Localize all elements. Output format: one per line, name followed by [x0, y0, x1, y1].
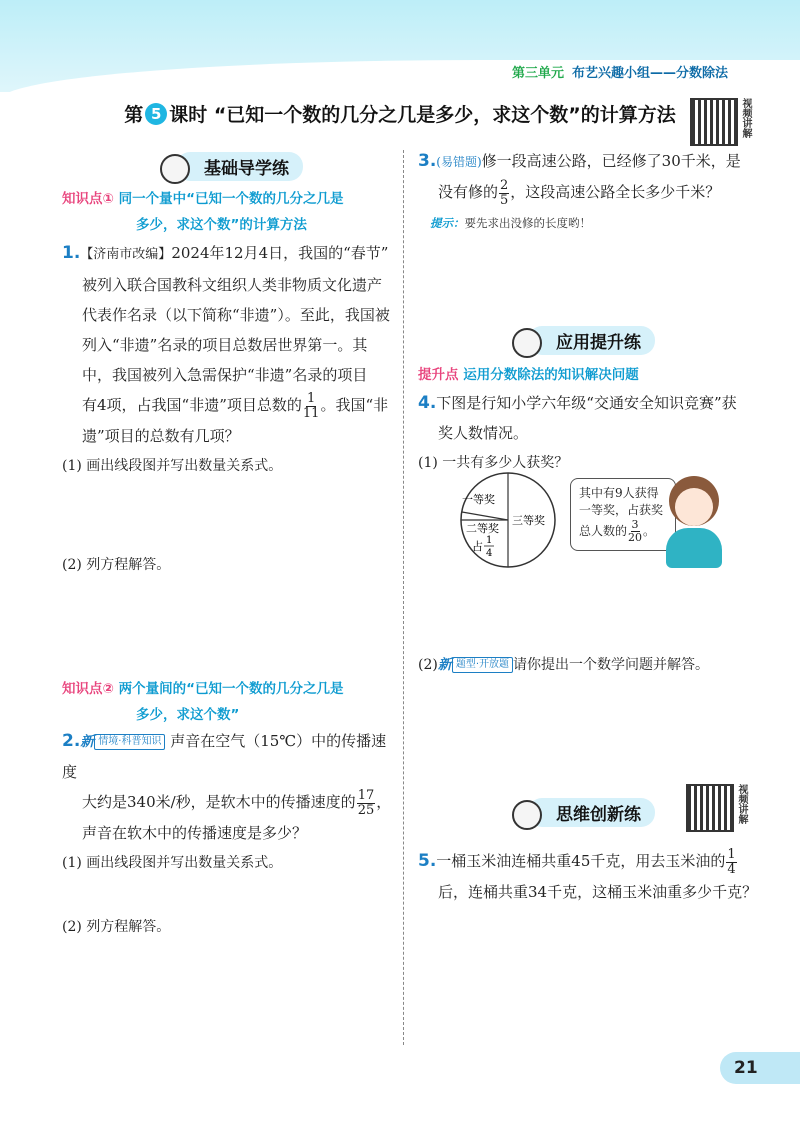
- frac-den: 4: [727, 861, 736, 877]
- pie-share-den: 4: [486, 548, 493, 559]
- pie-share-prefix: 占: [472, 540, 483, 553]
- q2-number: 2.: [62, 731, 81, 751]
- section-basic: [160, 152, 303, 184]
- kp1-text2: 多少，求这个数”的计算方法: [136, 217, 307, 233]
- pie-share-num: 1: [486, 535, 493, 546]
- kp2-text2: 多少，求这个数”: [136, 707, 240, 723]
- pie-label-first: 一等奖: [462, 493, 495, 506]
- section-apply-title: 应用提升练: [528, 326, 655, 355]
- frac-den: 20: [628, 531, 643, 544]
- frac-num: 2: [500, 177, 509, 193]
- kp1-text1: 同一个量中“已知一个数的几分之几是: [118, 191, 344, 207]
- q4-line: 奖人数情况。: [438, 424, 529, 442]
- frac-den: 11: [302, 405, 320, 421]
- knowledge-point-2: [62, 676, 392, 728]
- kp3-text: 运用分数除法的知识解决问题: [463, 367, 639, 383]
- bubble-line: 总人数的: [579, 524, 628, 538]
- q1-line: 中，我国被列入急需保护“非遗”名录的项目: [82, 366, 368, 384]
- q1-line: 遗”项目的总数有几项？: [82, 426, 240, 445]
- girl-face: [675, 488, 713, 526]
- q5-number: 5.: [418, 851, 437, 871]
- kp2-label: 知识点②: [62, 681, 114, 697]
- q4-sub2-prefix: (2): [418, 657, 438, 673]
- bubble-line: 其中有9人获得: [579, 486, 659, 500]
- improve-point: [418, 362, 639, 388]
- bubble-line: 。: [643, 524, 656, 538]
- speech-bubble: [570, 478, 676, 551]
- frac-den: 25: [357, 802, 375, 818]
- award-pie-diagram: [458, 470, 558, 570]
- q1-source: 【济南市改编】: [80, 247, 172, 262]
- q3-hint: [418, 208, 763, 238]
- q5-fraction: [726, 848, 736, 877]
- frac-num: 17: [357, 787, 375, 803]
- q3-number: 3.: [418, 151, 437, 171]
- q3-line: ，这段高速公路全长多少千米？: [510, 183, 721, 201]
- q1-line: 2024年12月4日，我国的“春节”: [171, 244, 389, 262]
- knowledge-point-1: [62, 186, 392, 238]
- q1-line: 代表作名录（以下简称“非遗”）。至此，我国被: [82, 306, 390, 324]
- q4-number: 4.: [418, 393, 437, 413]
- pie-label-third: 三等奖: [512, 514, 545, 527]
- question-2: [62, 726, 397, 878]
- frac-num: 1: [307, 390, 316, 406]
- kp2-text1: 两个量间的“已知一个数的几分之几是: [118, 681, 344, 697]
- q1-number: 1.: [62, 243, 81, 263]
- q2-line: 声音在软木中的传播速度是多少？: [82, 823, 308, 842]
- mascot-icon: [160, 154, 190, 184]
- mascot-icon: [512, 800, 542, 830]
- section-apply: [512, 326, 655, 358]
- kp1-label: 知识点①: [62, 191, 114, 207]
- q1-sub2: (2) 列方程解答。: [62, 557, 171, 573]
- new-tag: 新: [437, 657, 452, 673]
- q1-fraction: [303, 392, 320, 421]
- q1-line: 列入“非遗”名录的项目总数居世界第一。其: [82, 336, 368, 354]
- q5-line: 一桶玉米油连桶共重45千克，用去玉米油的: [436, 852, 726, 870]
- q4-badge: 题型·开放题: [452, 657, 513, 673]
- pie-label-second: 二等奖: [466, 522, 499, 535]
- unit-number: 第三单元: [511, 66, 564, 81]
- q2-badge: 情境·科普知识: [94, 734, 165, 750]
- bubble-line: 一等奖，占获奖: [579, 503, 664, 517]
- hint-label: 提示：: [430, 215, 465, 230]
- q2-fraction: [357, 789, 376, 818]
- q3-line: 修一段高速公路，已经修了30千米，是: [481, 152, 741, 170]
- qr-label: 视频讲解: [740, 98, 751, 138]
- q2-line: 大约是340米/秒，是软木中的传播速度的: [82, 793, 356, 811]
- lesson-title: [0, 100, 800, 127]
- question-1: [62, 238, 397, 481]
- qr-label: 视频讲解: [736, 784, 747, 824]
- section-innovate-title: 思维创新练: [528, 798, 655, 827]
- qr-code-icon[interactable]: [686, 784, 734, 832]
- question-3: [418, 146, 763, 238]
- q1-line: 被列入联合国教科文组织人类非物质文化遗产: [82, 276, 383, 294]
- q2-line: ，: [376, 793, 392, 811]
- q3-fraction: [499, 179, 509, 208]
- girl-body: [666, 528, 722, 568]
- qr-code-icon[interactable]: [690, 98, 738, 146]
- q5-line: 后，连桶共重34千克，这桶玉米油重多少千克？: [438, 882, 758, 901]
- new-tag: 新: [80, 734, 95, 750]
- frac-num: 3: [631, 518, 639, 531]
- question-4: [418, 388, 768, 478]
- q1-sub1: (1) 画出线段图并写出数量关系式。: [62, 457, 283, 474]
- bubble-fraction: [628, 519, 642, 544]
- kp3-label: 提升点: [418, 367, 459, 383]
- q1-line: 。我国“非: [320, 396, 389, 414]
- title-text: 课时 “已知一个数的几分之几是多少，求这个数”的计算方法: [169, 104, 676, 126]
- lesson-number-badge: 5: [145, 103, 167, 125]
- girl-illustration: [664, 474, 724, 570]
- title-prefix: 第: [124, 104, 144, 126]
- q4-sub2: [418, 650, 709, 680]
- q4-sub2-text: 请你提出一个数学问题并解答。: [513, 657, 710, 673]
- q4-line: 下图是行知小学六年级“交通安全知识竞赛”获: [436, 394, 737, 412]
- q2-sub2: (2) 列方程解答。: [62, 919, 171, 935]
- page-number: 21: [720, 1052, 800, 1084]
- q2-sub1: (1) 画出线段图并写出数量关系式。: [62, 854, 283, 871]
- frac-den: 5: [500, 192, 509, 208]
- unit-tag: [512, 62, 728, 81]
- hint-text: 要先求出没修的长度哟！: [464, 215, 591, 230]
- frac-num: 1: [727, 846, 736, 862]
- mascot-icon: [512, 328, 542, 358]
- question-5: [418, 846, 773, 907]
- column-divider: [403, 150, 404, 1045]
- q1-line: 有4项，占我国“非遗”项目总数的: [82, 396, 302, 414]
- q2-line: 声音在空气（15℃）中的传播速度: [62, 732, 387, 781]
- q4-sub1: (1) 一共有多少人获奖？: [418, 455, 569, 471]
- q3-tag: (易错题): [436, 155, 482, 169]
- section-innovate: [512, 798, 655, 830]
- unit-title: 布艺兴趣小组——分数除法: [571, 66, 728, 81]
- section-basic-title: 基础导学练: [176, 152, 303, 181]
- q3-line: 没有修的: [438, 183, 499, 201]
